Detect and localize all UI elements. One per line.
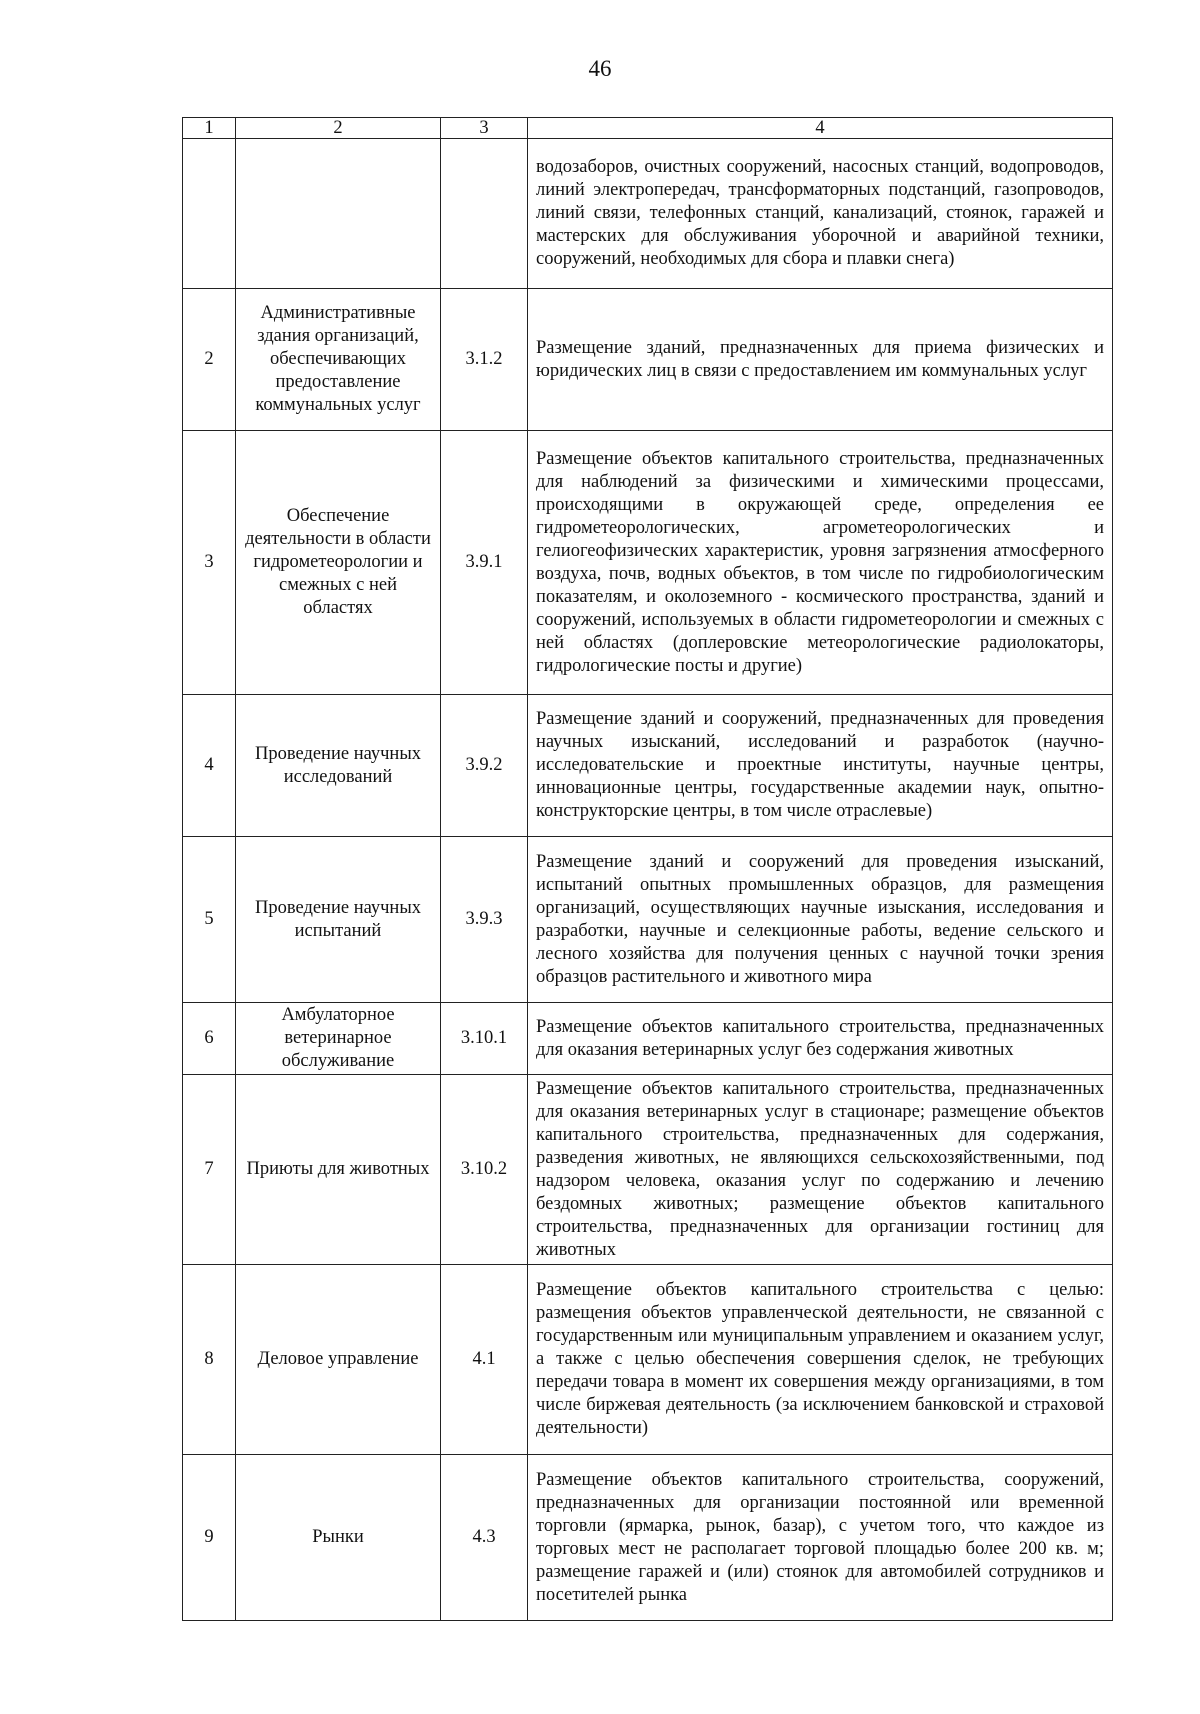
- row-name: Проведение научных исследований: [236, 695, 441, 837]
- row-number: 9: [183, 1455, 236, 1621]
- row-name: Деловое управление: [236, 1265, 441, 1455]
- row-description: Размещение объектов капитального строительства, предназначенных для оказания ветеринарных услуг в стационаре; размещение объектов капитального строительства, предназначенных для содержания, разведения животных, не являющихся сельскохозяйственными, под надзором человека, оказания услуг по содержанию и лечению бездомных животных; размещение объектов капитального строительства, предназначенных для организации гостиниц для животных: [528, 1075, 1113, 1265]
- row-description: Размещение зданий и сооружений для проведения изысканий, испытаний опытных промышленных образцов, для размещения организаций, осуществляющих научные изыскания, исследования и разработки, научные и селекционные работы, ведение сельского и лесного хозяйства для получения ценных с научной точки зрения образцов растительного и животного мира: [528, 837, 1113, 1003]
- table-row: [183, 1075, 1113, 1265]
- row-name: Проведение научных испытаний: [236, 837, 441, 1003]
- table-row: [183, 1455, 1113, 1621]
- row-number: 6: [183, 1003, 236, 1075]
- row-name: [236, 139, 441, 289]
- table-row: [183, 431, 1113, 695]
- row-name: Рынки: [236, 1455, 441, 1621]
- row-name: Амбулаторное ветеринарное обслуживание: [236, 1003, 441, 1075]
- row-description: Размещение объектов капитального строительства, предназначенных для наблюдений за физическими и химическими процессами, происходящими в окружающей среде, определения ее гидрометеорологических, агрометеорологических и гелиогеофизических характеристик, уровня загрязнения атмосферного воздуха, почв, водных объектов, в том числе по гидробиологическим показателям, и околоземного - космического пространства, зданий и сооружений, используемых в области гидрометеорологии и смежных с ней областях (доплеровские метеорологические радиолокаторы, гидрологические посты и другие): [528, 431, 1113, 695]
- row-number: 4: [183, 695, 236, 837]
- row-code: 3.1.2: [441, 289, 528, 431]
- column-header-4: 4: [528, 118, 1113, 139]
- table-row: [183, 289, 1113, 431]
- table-row: [183, 139, 1113, 289]
- row-name: Приюты для животных: [236, 1075, 441, 1265]
- row-number: [183, 139, 236, 289]
- row-description: Размещение зданий, предназначенных для приема физических и юридических лиц в связи с предоставлением им коммунальных услуг: [528, 289, 1113, 431]
- column-header-1: 1: [183, 118, 236, 139]
- row-number: 3: [183, 431, 236, 695]
- page-number: 46: [588, 56, 612, 81]
- row-code: 3.10.2: [441, 1075, 528, 1265]
- table-row: [183, 837, 1113, 1003]
- row-number: 5: [183, 837, 236, 1003]
- table-header-row: [183, 118, 1113, 139]
- row-code: 3.10.1: [441, 1003, 528, 1075]
- row-description: Размещение объектов капитального строительства, сооружений, предназначенных для организации постоянной или временной торговли (ярмарка, рынок, базар), с учетом того, что каждое из торговых мест не располагает торговой площадью более 200 кв. м; размещение гаражей и (или) стоянок для автомобилей сотрудников и посетителей рынка: [528, 1455, 1113, 1621]
- table-row: [183, 1003, 1113, 1075]
- row-code: 3.9.1: [441, 431, 528, 695]
- row-description: водозаборов, очистных сооружений, насосных станций, водопроводов, линий электропередач, трансформаторных подстанций, газопроводов, линий связи, телефонных станций, канализаций, стоянок, гаражей и мастерских для обслуживания уборочной и аварийной техники, сооружений, необходимых для сбора и плавки снега): [528, 139, 1113, 289]
- row-description: Размещение объектов капитального строительства, предназначенных для оказания ветеринарных услуг без содержания животных: [528, 1003, 1113, 1075]
- table-row: [183, 1265, 1113, 1455]
- column-header-3: 3: [441, 118, 528, 139]
- row-code: 4.1: [441, 1265, 528, 1455]
- row-code: 3.9.3: [441, 837, 528, 1003]
- column-header-2: 2: [236, 118, 441, 139]
- row-name: Административные здания организаций, обеспечивающих предоставление коммунальных услуг: [236, 289, 441, 431]
- row-description: Размещение объектов капитального строительства с целью: размещения объектов управленческой деятельности, не связанной с государственным или муниципальным управлением и оказанием услуг, а также с целью обеспечения совершения сделок, не требующих передачи товара в момент их совершения между организациями, в том числе биржевая деятельность (за исключением банковской и страховой деятельности): [528, 1265, 1113, 1455]
- row-code: 4.3: [441, 1455, 528, 1621]
- row-code: [441, 139, 528, 289]
- table-row: [183, 695, 1113, 837]
- row-number: 8: [183, 1265, 236, 1455]
- row-number: 7: [183, 1075, 236, 1265]
- row-description: Размещение зданий и сооружений, предназначенных для проведения научных изысканий, исследований и разработок (научно-исследовательские и проектные институты, научные центры, инновационные центры, государственные академии наук, опытно-конструкторские центры, в том числе отраслевые): [528, 695, 1113, 837]
- land-use-table: [182, 117, 1113, 1621]
- row-name: Обеспечение деятельности в области гидрометеорологии и смежных с ней областях: [236, 431, 441, 695]
- row-number: 2: [183, 289, 236, 431]
- row-code: 3.9.2: [441, 695, 528, 837]
